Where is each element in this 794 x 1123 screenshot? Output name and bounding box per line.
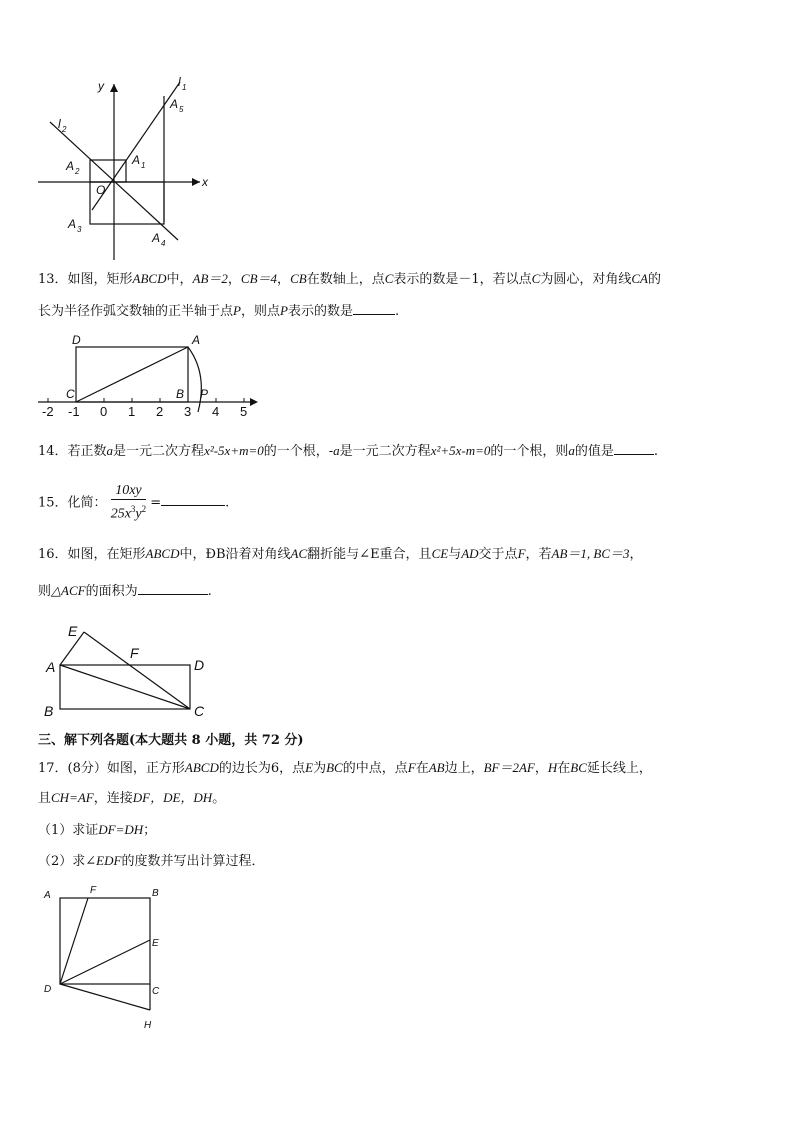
q13-line1 [38,270,661,289]
q17-var: AB [428,760,445,775]
q13-var: C [531,271,541,286]
fraction-numerator: 10xy [115,483,142,498]
q17-condition: CH=AF [51,790,94,805]
label-D: D [44,984,52,995]
q16-text: 交于点 [478,547,518,562]
segment-DF [60,898,88,984]
figure-q13 [34,330,264,420]
q13-text: . [394,304,400,319]
q13-var: P [233,303,241,318]
q14-var: a [106,443,114,458]
label-O: O [96,183,106,197]
q17-condition: BF＝2AF [483,760,535,775]
q13-line2 [38,302,399,321]
tick-label: 5 [240,404,248,419]
q16-text: 则 [38,584,52,599]
q17-part2 [38,852,264,871]
label-l1: l [178,75,181,89]
label-B: B [44,703,54,719]
q16-text: 与 [448,547,462,562]
fraction [111,482,146,524]
label-B: B [176,387,185,401]
q17-var: BC [326,760,343,775]
q16-condition: AB＝1, BC＝3 [551,546,630,561]
q17-text: 17．(8分）如图，正方形 [38,761,185,776]
q14-text: 的一个根，则 [490,444,569,459]
diagonal-AC [60,665,190,709]
label-A3-sub: 3 [77,225,82,234]
q16-text: 翻折能与∠E重合，且 [307,547,432,562]
q13-text: 表示的数是 [287,304,353,319]
q16-var: ABCD [145,546,180,561]
label-A3: A [68,217,77,231]
q16-line2 [38,582,212,601]
figure-q17 [34,880,174,1035]
label-A4-sub: 4 [161,239,166,248]
q17-text: 为 [313,761,327,776]
q14-text: 的值是 [574,444,614,459]
q13-var: CA [631,271,648,286]
q14-text: 的一个根，- [263,444,334,459]
q14-text: 14．若正数 [38,444,107,459]
q16-line1 [38,545,643,564]
q13-text: 表示的数是－1，若以点 [393,272,532,287]
label-A: A [44,890,51,901]
q15-text: . [225,495,230,511]
label-l2: l [58,117,61,131]
q13-text: ， [277,272,291,287]
label-F: F [130,645,139,661]
q13-text: 在数轴上，点 [306,272,385,287]
q17-text: ， [534,761,548,776]
exponent: 3 [130,504,136,514]
exponent: 2 [141,504,147,514]
y-axis-arrow [110,84,118,92]
label-A2-sub: 2 [75,167,80,176]
q14 [38,442,658,461]
label-H: H [144,1020,152,1031]
q17-text: ； [143,823,157,838]
tick-label: -2 [42,404,54,419]
q16-text: ，若 [525,547,552,562]
tick-label: 2 [156,404,164,419]
tick-label: -1 [68,404,80,419]
answer-blank[interactable] [138,582,208,595]
q16-text: . [207,584,212,599]
label-C: C [152,986,160,997]
q17-var: EDF [96,853,122,868]
label-D: D [72,333,81,347]
label-A: A [46,659,56,675]
label-A5-sub: 5 [179,105,184,114]
answer-blank[interactable] [614,442,654,455]
tick-label: 1 [128,404,136,419]
q16-var: CE [431,546,449,561]
tick-label: 3 [184,404,192,419]
x-axis-arrow [192,178,200,186]
label-E: E [68,623,78,639]
figure-q12 [30,70,220,265]
q16-text: 的面积为 [85,584,138,599]
section-heading: 三、解下列各题(本大题共 8 小题，共 72 分) [38,733,304,748]
label-y: y [98,79,104,93]
q13-var: CB＝4 [240,271,278,286]
q17-text: 的边长为6，点 [218,761,306,776]
q13-text: ，则点 [240,304,280,319]
q16-text: 16．如图，在矩形 [38,547,146,562]
q17-var: DF=DH [98,822,144,837]
q17-text: 边上， [444,761,484,776]
q14-equation: x²+5x-m=0 [430,443,491,458]
fraction-denominator: y [135,506,142,522]
q16-text: 中，ÐB沿着对角线 [179,547,291,562]
q16-var: AC [290,546,308,561]
label-A2: A [66,159,75,173]
equals-sign: = [150,495,162,511]
q17-text: 在 [557,761,571,776]
q15-text: 15．化简： [38,495,107,511]
q13-var: CB [290,271,307,286]
label-C: C [66,387,75,401]
answer-blank[interactable] [353,302,395,315]
q16-var: F [517,546,526,561]
q17-text: 且 [38,791,52,806]
segment-DE [60,940,150,984]
q16-var: AD [461,546,479,561]
q17-var: DF，DE，DH [132,790,213,805]
q13-text: 长为半径作弧交数轴的正半轴于点 [38,304,234,319]
q13-var: P [279,303,288,318]
q14-equation: x²-5x+m=0 [204,443,264,458]
q17-line2 [38,789,225,808]
q17-text: ，连接 [93,791,133,806]
label-E: E [152,938,159,949]
q13-var: ABCD [132,271,167,286]
segment-EC [84,632,190,709]
tick-label: 4 [212,404,220,419]
q17-var: F [407,760,416,775]
diagonal-CA [76,347,188,402]
label-l2-sub: 2 [62,125,67,134]
label-A5: A [170,97,179,111]
q13-text: 为圆心，对角线 [540,272,632,287]
q13-text: 的 [647,272,661,287]
label-A: A [192,333,201,347]
q17-text: 。 [212,791,226,806]
label-D: D [194,657,205,673]
tick-label: 0 [100,404,108,419]
q17-var: BC [570,760,587,775]
q17-text: （1）求证 [38,823,99,838]
answer-blank[interactable] [161,493,225,506]
q17-var: ABCD [184,760,219,775]
q17-line1 [38,759,652,778]
q17-var: E [305,760,314,775]
label-A1-sub: 1 [141,161,146,170]
q14-var: a [333,443,340,458]
label-A4: A [152,231,161,245]
q17-part1 [38,821,156,840]
q13-var: C [384,271,394,286]
q13-text: 中， [166,272,193,287]
number-line-arrow [250,398,258,406]
label-F: F [90,885,97,896]
figure-q16 [40,620,220,720]
label-l1-sub: 1 [182,83,187,92]
q14-text: . [653,444,659,459]
fraction-denominator: 25x [110,506,131,522]
q17-text: 的度数并写出计算过程． [121,854,265,869]
q16-text: ， [629,547,643,562]
q17-text: 在 [415,761,429,776]
q13-text: 13．如图，矩形 [38,272,133,287]
segment-DH [60,984,150,1010]
label-A1: A [132,153,141,167]
label-C: C [194,703,205,719]
q15 [38,482,229,524]
q17-text: （2）求∠ [38,854,97,869]
q17-text: 延长线上， [586,761,652,776]
q14-text: 是一元二次方程 [339,444,431,459]
q13-text: ， [227,272,241,287]
q16-var: △ACF [51,583,86,598]
label-B: B [152,888,159,899]
q17-var: H [547,760,558,775]
label-P: P [200,387,209,401]
q14-var: a [568,443,575,458]
q13-var: AB＝2 [192,271,228,286]
q14-text: 是一元二次方程 [113,444,205,459]
label-x: x [202,175,208,189]
q17-text: 的中点，点 [342,761,408,776]
